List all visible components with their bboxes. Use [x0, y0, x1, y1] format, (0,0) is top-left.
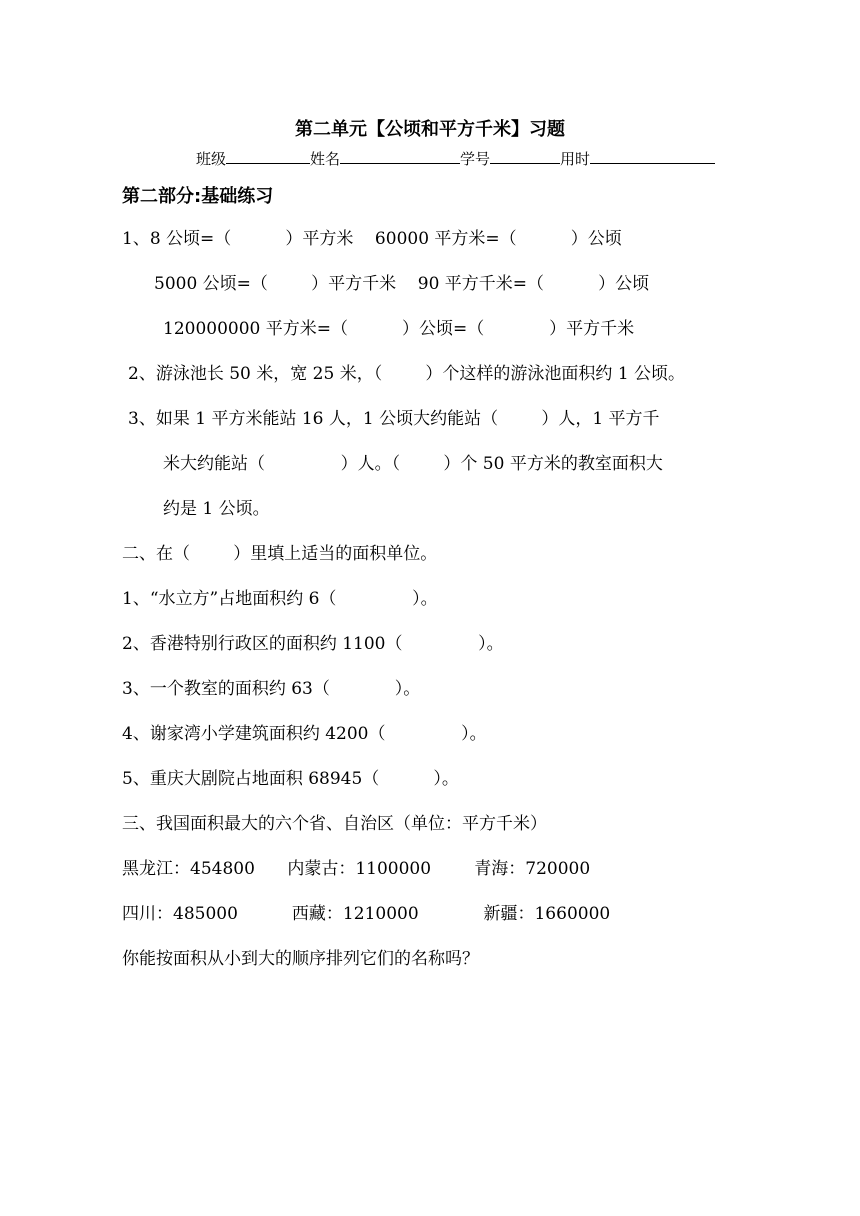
- student-id-blank[interactable]: [490, 149, 560, 164]
- time-blank[interactable]: [590, 149, 715, 164]
- question-line: 1、8 公顷=（ ）平方米 60000 平方米=（ ）公顷: [122, 229, 622, 249]
- question-line: 约是 1 公顷。: [163, 499, 270, 519]
- section-title: 第二部分:基础练习: [122, 186, 274, 207]
- student-info-line: [196, 148, 715, 169]
- class-label: 班级: [196, 150, 227, 168]
- fill-unit-item: 2、香港特别行政区的面积约 1100（ ）。: [122, 634, 504, 654]
- page-title: 第二单元【公顷和平方千米】习题: [295, 119, 565, 140]
- question-line: 5000 公顷=（ ）平方千米 90 平方千米=（ ）公顷: [154, 274, 650, 294]
- ordering-question: 你能按面积从小到大的顺序排列它们的名称吗？: [122, 949, 479, 969]
- part3-heading: 三、我国面积最大的六个省、自治区（单位：平方千米）: [122, 814, 547, 834]
- province-area-row: 四川：485000 西藏：1210000 新疆：1660000: [122, 904, 611, 924]
- question-line: 2、游泳池长 50 米，宽 25 米，（ ）个这样的游泳池面积约 1 公顷。: [128, 364, 686, 384]
- name-blank[interactable]: [340, 149, 460, 164]
- time-label: 用时: [560, 150, 591, 168]
- fill-unit-item: 4、谢家湾小学建筑面积约 4200（ ）。: [122, 724, 487, 744]
- fill-unit-item: 3、一个教室的面积约 63（ ）。: [122, 679, 421, 699]
- fill-unit-item: 1、“水立方”占地面积约 6（ ）。: [122, 589, 438, 609]
- province-area-row: 黑龙江：454800 内蒙古：1100000 青海：720000: [122, 859, 591, 879]
- name-label: 姓名: [310, 150, 341, 168]
- part2-heading: 二、在（ ）里填上适当的面积单位。: [122, 544, 438, 564]
- question-line: 米大约能站（ ）人。（ ）个 50 平方米的教室面积大: [163, 454, 663, 474]
- student-id-label: 学号: [460, 150, 491, 168]
- question-line: 120000000 平方米=（ ）公顷=（ ）平方千米: [163, 319, 635, 339]
- question-line: 3、如果 1 平方米能站 16 人，1 公顷大约能站（ ）人，1 平方千: [128, 409, 660, 429]
- class-blank[interactable]: [226, 149, 310, 164]
- fill-unit-item: 5、重庆大剧院占地面积 68945（ ）。: [122, 769, 459, 789]
